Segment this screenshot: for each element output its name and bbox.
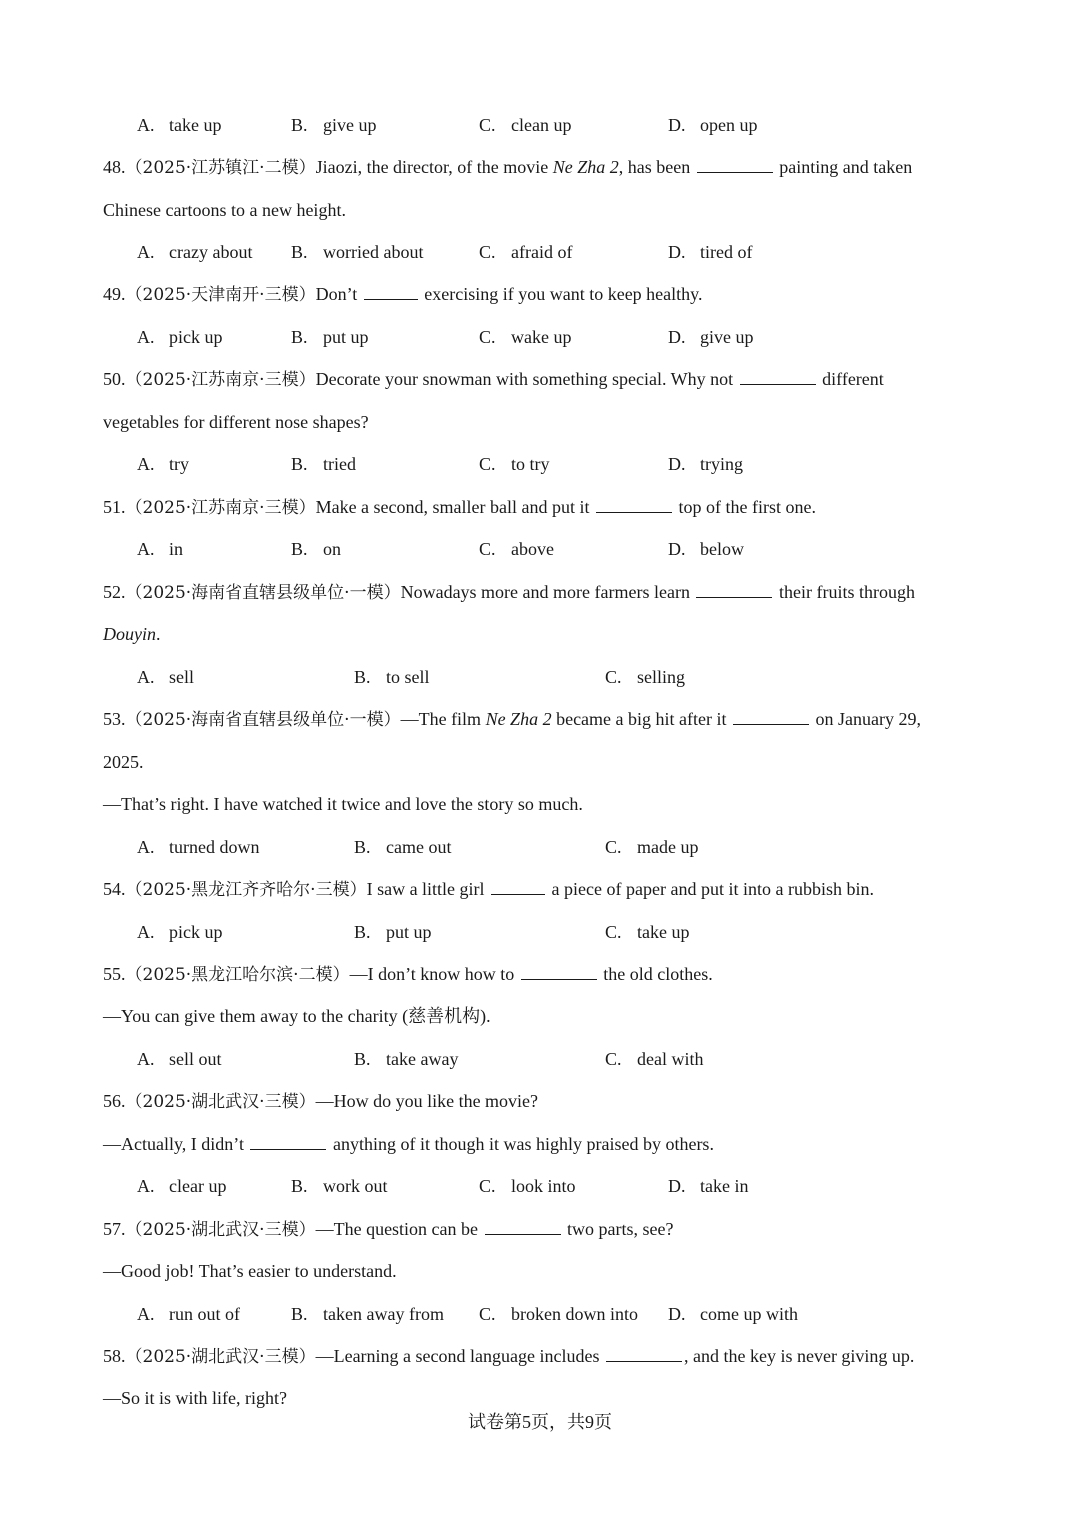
answer-blank: [696, 581, 772, 598]
q58-reply: —So it is with life, right?: [103, 1388, 287, 1408]
q53-option-a: A. turned down: [137, 837, 260, 857]
answer-blank: [485, 1218, 561, 1235]
q51-options: [0, 538, 1080, 560]
q51-option-b: B. on: [291, 539, 341, 559]
q48-stem: 48.（2025·江苏镇江·二模）Jiaozi, the director, of the movie Ne Zha 2, has been painting and taken: [103, 157, 913, 178]
q53-stem-continued: 2025.: [103, 752, 144, 772]
q48-options: [0, 241, 1080, 263]
q48-option-c: C. afraid of: [479, 242, 573, 262]
q49-stem: 49.（2025·天津南开·三模）Don’t exercising if you want to keep healthy.: [103, 284, 703, 305]
q55-reply: —You can give them away to the charity (慈善机构).: [103, 1006, 491, 1026]
answer-blank: [697, 156, 773, 173]
answer-blank: [596, 496, 672, 513]
q52-option-a: A. sell: [137, 667, 194, 687]
q56-reply: —Actually, I didn’t anything of it though it was highly praised by others.: [103, 1134, 714, 1154]
q53-stem: 53.（2025·海南省直辖县级单位·一模）—The film Ne Zha 2 became a big hit after it on January 29,: [103, 709, 921, 730]
q52-options: [0, 666, 1080, 688]
q57-options: [0, 1303, 1080, 1325]
q47-option-b: B. give up: [291, 115, 377, 135]
q51-option-d: D. below: [668, 539, 744, 559]
q56-option-c: C. look into: [479, 1176, 576, 1196]
page-footer: 试卷第5页，共9页: [468, 1412, 612, 1432]
q56-options: [0, 1175, 1080, 1197]
q53-option-b: B. came out: [354, 837, 452, 857]
q58-stem: 58.（2025·湖北武汉·三模）—Learning a second language includes , and the key is never giving up.: [103, 1346, 915, 1367]
q50-option-b: B. tried: [291, 454, 356, 474]
q55-option-c: C. deal with: [605, 1049, 704, 1069]
q53-reply: —That’s right. I have watched it twice and love the story so much.: [103, 794, 583, 814]
answer-blank: [740, 368, 816, 385]
q54-option-a: A. pick up: [137, 922, 223, 942]
q49-option-a: A. pick up: [137, 327, 223, 347]
q49-option-b: B. put up: [291, 327, 369, 347]
q56-option-b: B. work out: [291, 1176, 388, 1196]
q51-option-a: A. in: [137, 539, 184, 559]
q57-reply: —Good job! That’s easier to understand.: [103, 1261, 397, 1281]
q52-option-b: B. to sell: [354, 667, 430, 687]
q55-options: [0, 1048, 1080, 1070]
q57-option-c: C. broken down into: [479, 1304, 638, 1324]
q52-option-c: C. selling: [605, 667, 685, 687]
q47-options: [0, 114, 1080, 136]
q49-option-d: D. give up: [668, 327, 754, 347]
q51-option-c: C. above: [479, 539, 554, 559]
answer-blank: [733, 708, 809, 725]
q48-option-d: D. tired of: [668, 242, 753, 262]
q51-stem: 51.（2025·江苏南京·三模）Make a second, smaller ball and put it top of the first one.: [103, 497, 816, 518]
q56-option-d: D. take in: [668, 1176, 749, 1196]
q47-option-c: C. clean up: [479, 115, 572, 135]
q47-option-a: A. take up: [137, 115, 222, 135]
q53-options: [0, 836, 1080, 858]
q53-option-c: C. made up: [605, 837, 699, 857]
q49-option-c: C. wake up: [479, 327, 572, 347]
q57-option-d: D. come up with: [668, 1304, 798, 1324]
q54-options: [0, 921, 1080, 943]
answer-blank: [521, 963, 597, 980]
q56-option-a: A. clear up: [137, 1176, 227, 1196]
q54-stem: 54.（2025·黑龙江齐齐哈尔·三模）I saw a little girl a piece of paper and put it into a rubbish bin.: [103, 879, 874, 900]
q50-stem-continued: vegetables for different nose shapes?: [103, 412, 369, 432]
q57-option-a: A. run out of: [137, 1304, 240, 1324]
q48-option-a: A. crazy about: [137, 242, 253, 262]
q57-stem: 57.（2025·湖北武汉·三模）—The question can be two parts, see?: [103, 1219, 674, 1240]
q48-option-b: B. worried about: [291, 242, 424, 262]
q52-stem-continued: Douyin.: [103, 624, 161, 644]
answer-blank: [491, 878, 545, 895]
q50-stem: 50.（2025·江苏南京·三模）Decorate your snowman with something special. Why not different: [103, 369, 884, 390]
q50-option-d: D. trying: [668, 454, 743, 474]
q55-option-b: B. take away: [354, 1049, 459, 1069]
answer-blank: [364, 283, 418, 300]
q47-option-d: D. open up: [668, 115, 758, 135]
q55-stem: 55.（2025·黑龙江哈尔滨·二模）—I don’t know how to the old clothes.: [103, 964, 713, 985]
answer-blank: [606, 1345, 682, 1362]
q56-stem: 56.（2025·湖北武汉·三模）—How do you like the movie?: [103, 1091, 539, 1112]
q52-stem: 52.（2025·海南省直辖县级单位·一模）Nowadays more and more farmers learn their fruits through: [103, 582, 915, 603]
q54-option-b: B. put up: [354, 922, 432, 942]
q57-option-b: B. taken away from: [291, 1304, 444, 1324]
answer-blank: [250, 1133, 326, 1150]
q50-option-c: C. to try: [479, 454, 550, 474]
q55-option-a: A. sell out: [137, 1049, 222, 1069]
q50-options: [0, 453, 1080, 475]
q54-option-c: C. take up: [605, 922, 690, 942]
q50-option-a: A. try: [137, 454, 189, 474]
q49-options: [0, 326, 1080, 348]
q48-stem-continued: Chinese cartoons to a new height.: [103, 200, 346, 220]
